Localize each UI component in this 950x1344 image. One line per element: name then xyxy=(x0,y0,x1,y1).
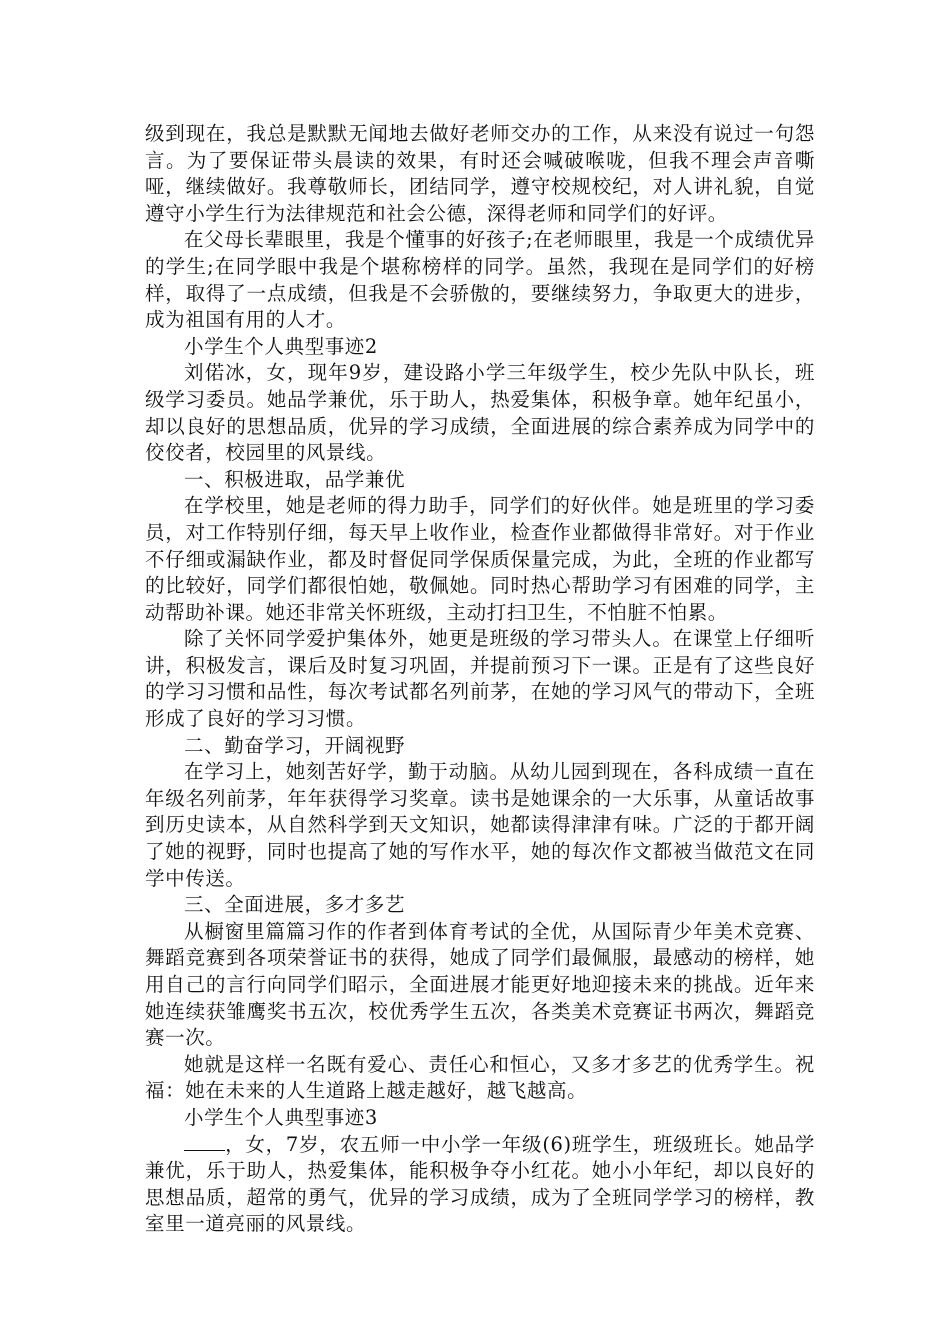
paragraph: 在学习上，她刻苦好学，勤于动脑。从幼儿园到现在，各科成绩一直在年级名列前茅，年年获得学习奖章。读书是她课余的一大乐事，从童话故事到历史读本，从自然科学到天文知识，她都读得津津有味。广泛的于都开阔了她的视野，同时也提高了她的写作水平，她的每次作文都被当做范文在同学中传送。 xyxy=(145,760,815,890)
name-blank xyxy=(184,1132,225,1151)
paragraph-with-blank xyxy=(145,1132,815,1238)
section-heading: 二、勤奋学习，开阔视野 xyxy=(184,733,406,757)
section-heading: 小学生个人典型事迹3 xyxy=(184,1105,378,1129)
paragraph-continuation: 级到现在，我总是默默无闻地去做好老师交办的工作，从来没有说过一句怨言。为了要保证带头晨读的效果，有时还会喊破喉咙，但我不理会声音嘶哑，继续做好。我尊敬师长，团结同学，遵守校规校纪，对人讲礼貌，自觉遵守小学生行为法律规范和社会公德，深得老师和同学们的好评。 xyxy=(145,122,815,225)
paragraph-text: ，女，7岁，农五师一中小学一年级(6)班学生，班级班长。她品学兼优，乐于助人，热爱集体，能积极争夺小红花。她小小年纪，却以良好的思想品质，超常的勇气，优异的学习成绩，成为了全班同学学习的榜样，教室里一道亮丽的风景线。 xyxy=(145,1132,815,1236)
paragraph: 在父母长辈眼里，我是个懂事的好孩子;在老师眼里，我是一个成绩优异的学生;在同学眼中我是个堪称榜样的同学。虽然，我现在是同学们的好榜样，取得了一点成绩，但我是不会骄傲的，要继续努力，争取更大的进步，成为祖国有用的人才。 xyxy=(145,228,815,332)
paragraph: 在学校里，她是老师的得力助手，同学们的好伙伴。她是班里的学习委员，对工作特别仔细，每天早上收作业，检查作业都做得非常好。对于作业不仔细或漏缺作业，都及时督促同学保质保量完成，为此，全班的作业都写的比较好，同学们都很怕她，敬佩她。同时热心帮助学习有困难的同学，主动帮助补课。她还非常关怀班级，主动打扫卫生，不怕脏不怕累。 xyxy=(145,494,815,624)
document-body xyxy=(145,121,815,1238)
paragraph: 除了关怀同学爱护集体外，她更是班级的学习带头人。在课堂上仔细听讲，积极发言，课后及时复习巩固，并提前预习下一课。正是有了这些良好的学习习惯和品性，每次考试都名列前茅，在她的学习风气的带动下，全班形成了良好的学习习惯。 xyxy=(145,627,815,731)
section-heading: 小学生个人典型事迹2 xyxy=(184,334,378,358)
section-heading: 三、全面进展，多才多艺 xyxy=(184,893,406,917)
paragraph: 从橱窗里篇篇习作的作者到体育考试的全优，从国际青少年美术竞赛、舞蹈竞赛到各项荣誉证书的获得，她成了同学们最佩服，最感动的榜样，她用自己的言行向同学们昭示，全面进展才能更好地迎接未来的挑战。近年来她连续获雏鹰奖书五次，校优秀学生五次，各类美术竞赛证书两次，舞蹈竞赛一次。 xyxy=(145,919,815,1050)
paragraph: 她就是这样一名既有爱心、责任心和恒心，又多才多艺的优秀学生。祝福：她在未来的人生道路上越走越好，越飞越高。 xyxy=(145,1052,815,1103)
section-heading: 一、积极进取，品学兼优 xyxy=(184,467,406,491)
paragraph: 刘偌冰，女，现年9岁，建设路小学三年级学生，校少先队中队长，班级学习委员。她品学兼优，乐于助人，热爱集体，积极争章。她年纪虽小，却以良好的思想品质，优异的学习成绩，全面进展的综合素养成为同学中的佼佼者，校园里的风景线。 xyxy=(145,361,815,465)
